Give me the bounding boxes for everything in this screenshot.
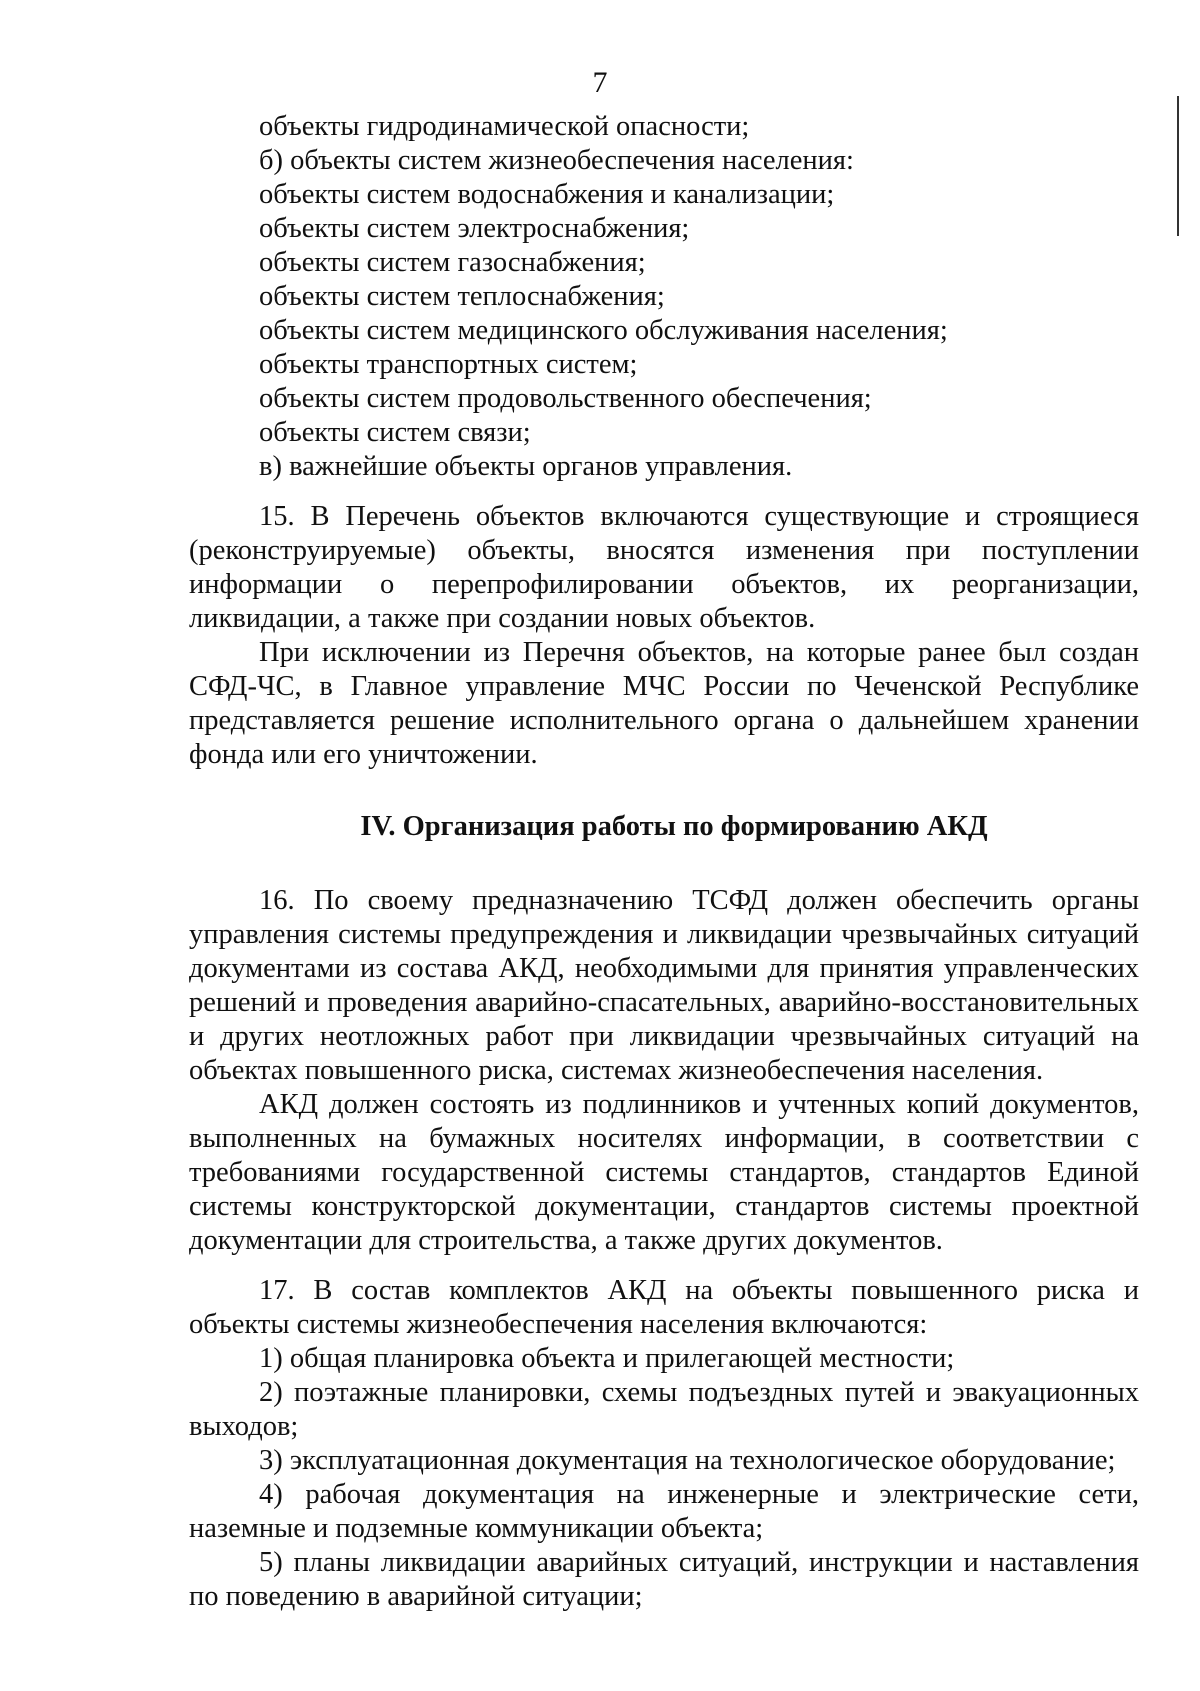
paragraph-17-item: 1) общая планировка объекта и прилегающей местности; xyxy=(259,1343,955,1374)
object-list xyxy=(189,110,1139,484)
margin-line xyxy=(1177,96,1179,236)
paragraph-17-item: 5) планы ликвидации аварийных ситуаций, инструкции и наставления по поведению в аварийной ситуации; xyxy=(189,1547,1139,1612)
list-item: объекты транспортных систем; xyxy=(259,349,638,380)
paragraph-17-item: 2) поэтажные планировки, схемы подъездных путей и эвакуационных выходов; xyxy=(189,1377,1139,1442)
paragraph-17-item: 4) рабочая документация на инженерные и электрические сети, наземные и подземные коммуникации объекта; xyxy=(189,1479,1139,1544)
paragraph-16-composition: АКД должен состоять из подлинников и учтенных копий документов, выполненных на бумажных носителях информации, в соответствии с требованиями государственной системы стандартов, стандартов Единой системы конструкторской документации, стандартов системы проектной документации для строительства, а также других документов. xyxy=(189,1089,1139,1256)
paragraph-15-exclusion: При исключении из Перечня объектов, на которые ранее был создан СФД-ЧС, в Главное управление МЧС России по Чеченской Республике представляется решение исполнительного органа о дальнейшем хранении фонда или его уничтожении. xyxy=(189,637,1139,770)
paragraph-17-item: 3) эксплуатационная документация на технологическое оборудование; xyxy=(259,1445,1116,1476)
list-item: в) важнейшие объекты органов управления. xyxy=(259,451,793,482)
paragraph-17: 17. В состав комплектов АКД на объекты повышенного риска и объекты системы жизнеобеспечения населения включаются: xyxy=(189,1275,1139,1340)
list-item: объекты систем водоснабжения и канализации; xyxy=(259,179,835,210)
list-item: объекты систем медицинского обслуживания населения; xyxy=(259,315,948,346)
list-item: объекты систем теплоснабжения; xyxy=(259,281,665,312)
section-heading: IV. Организация работы по формированию АКД xyxy=(360,811,988,842)
list-item: объекты систем связи; xyxy=(259,417,531,448)
list-item: объекты систем продовольственного обеспечения; xyxy=(259,383,872,414)
list-item: объекты систем газоснабжения; xyxy=(259,247,646,278)
list-item: объекты гидродинамической опасности; xyxy=(259,111,750,142)
list-item: б) объекты систем жизнеобеспечения населения: xyxy=(259,145,854,176)
list-item: объекты систем электроснабжения; xyxy=(259,213,690,244)
paragraph-16: 16. По своему предназначению ТСФД должен обеспечить органы управления системы предупреждения и ликвидации чрезвычайных ситуаций документами из состава АКД, необходимыми для принятия управленческих решений и проведения аварийно-спасательных, аварийно-восстановительных и других неотложных работ при ликвидации чрезвычайных ситуаций на объектах повышенного риска, системах жизнеобеспечения населения. xyxy=(189,885,1139,1086)
page-number: 7 xyxy=(592,66,608,99)
paragraph-15: 15. В Перечень объектов включаются существующие и строящиеся (реконструируемые) объекты, вносятся изменения при поступлении информации о перепрофилировании объектов, их реорганизации, ликвидации, а также при создании новых объектов. xyxy=(189,501,1139,634)
document-body xyxy=(189,110,1139,1614)
